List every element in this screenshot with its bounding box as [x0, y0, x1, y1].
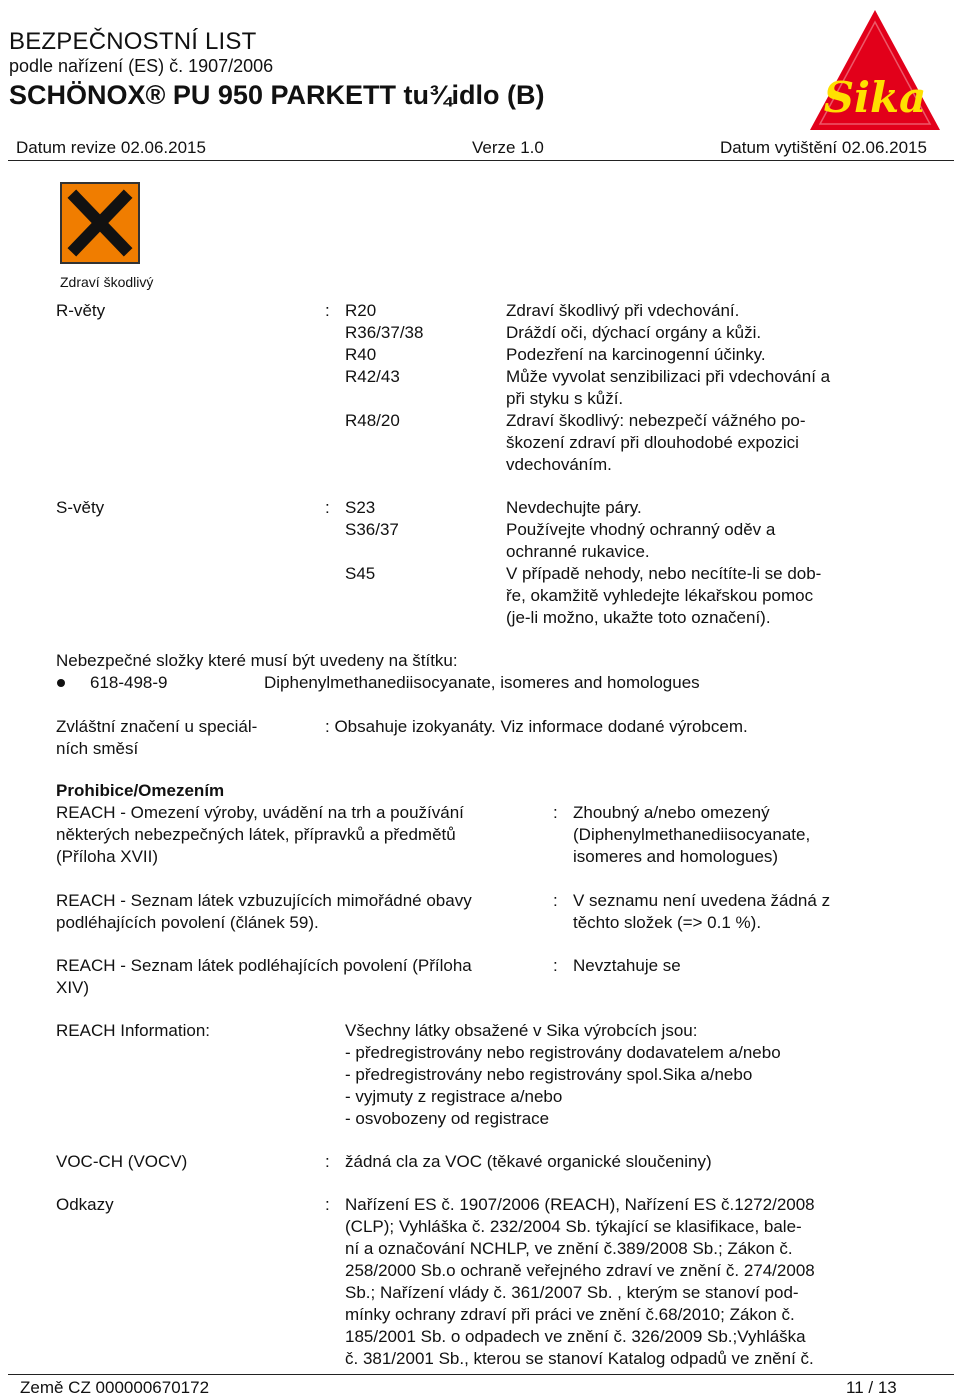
r-phrase-code: R48/20: [345, 411, 400, 430]
s-phrase-text: (je-li možno, ukažte toto označení).: [506, 608, 771, 627]
references-line: č. 381/2001 Sb., kterou se stanoví Katalog odpadů ve znění č.: [345, 1349, 814, 1368]
hazardous-components-heading: Nebezpečné složky které musí být uvedeny na štítku:: [56, 651, 458, 670]
restriction-label: (Příloha XVII): [56, 847, 159, 866]
component-name: Diphenylmethanediisocyanate, isomeres and homologues: [264, 673, 700, 692]
component-number: 618-498-9: [90, 673, 168, 692]
s-phrase-text: ochranné rukavice.: [506, 542, 650, 561]
r-phrase-text: Dráždí oči, dýchací orgány a kůži.: [506, 323, 762, 342]
harmful-x-icon: [60, 182, 140, 264]
restriction-label: REACH - Seznam látek podléhajících povolení (Příloha: [56, 956, 472, 975]
r-phrase-text: Zdraví škodlivý: nebezpečí vážného po-: [506, 411, 806, 430]
voc-value: žádná cla za VOC (těkavé organické sloučeniny): [345, 1152, 712, 1171]
r-phrase-text: při styku s kůží.: [506, 389, 624, 408]
restriction-label: některých nebezpečných látek, přípravků a předmětů: [56, 825, 456, 844]
restriction-label: REACH - Seznam látek vzbuzujících mimořádné obavy: [56, 891, 472, 910]
reach-info-line: - vyjmuty z registrace a/nebo: [345, 1087, 563, 1106]
product-name: SCHÖNOX® PU 950 PARKETT tu¾idlo (B): [9, 80, 545, 110]
r-phrase-text: škození zdraví při dlouhodobé expozici: [506, 433, 799, 452]
r-phrases-colon: :: [325, 301, 330, 320]
restriction-colon: :: [553, 803, 558, 822]
special-labelling-value: : Obsahuje izokyanáty. Viz informace dodané výrobcem.: [325, 717, 748, 736]
restriction-colon: :: [553, 891, 558, 910]
regulation-reference: podle nařízení (ES) č. 1907/2006: [9, 56, 274, 76]
restriction-value: V seznamu není uvedena žádná z: [573, 891, 831, 910]
references-line: (CLP); Vyhláška č. 232/2004 Sb. týkající se klasifikace, bale-: [345, 1217, 802, 1236]
sika-logo: [806, 8, 944, 132]
footer-divider: [8, 1374, 954, 1375]
voc-colon: :: [325, 1152, 330, 1171]
s-phrase-text: ře, okamžitě vyhledejte lékařskou pomoc: [506, 586, 814, 605]
r-phrase-code: R40: [345, 345, 377, 364]
restriction-label: XIV): [56, 978, 90, 997]
reach-info-line: Všechny látky obsažené v Sika výrobcích jsou:: [345, 1021, 698, 1040]
s-phrases-label: S-věty: [56, 498, 105, 517]
references-line: Sb.; Nařízení vlády č. 361/2007 Sb. , kterým se stanoví pod-: [345, 1283, 799, 1302]
references-line: Nařízení ES č. 1907/2006 (REACH), Nařízení ES č.1272/2008: [345, 1195, 815, 1214]
r-phrase-code: R42/43: [345, 367, 400, 386]
special-labelling-label: ních směsí: [56, 739, 139, 758]
s-phrases-colon: :: [325, 498, 330, 517]
restriction-value: (Diphenylmethanediisocyanate,: [573, 825, 811, 844]
restriction-value: isomeres and homologues): [573, 847, 779, 866]
r-phrase-text: Může vyvolat senzibilizaci při vdechování a: [506, 367, 831, 386]
r-phrase-text: Podezření na karcinogenní účinky.: [506, 345, 766, 364]
reach-info-line: - předregistrovány nebo registrovány spol.Sika a/nebo: [345, 1065, 753, 1084]
r-phrase-code: R20: [345, 301, 377, 320]
voc-label: VOC-CH (VOCV): [56, 1152, 188, 1171]
s-phrase-text: Nevdechujte páry.: [506, 498, 642, 517]
s-phrase-code: S23: [345, 498, 376, 517]
s-phrase-text: V případě nehody, nebo necítíte-li se dob-: [506, 564, 822, 583]
restrictions-heading: Prohibice/Omezením: [56, 781, 225, 800]
restriction-label: REACH - Omezení výroby, uvádění na trh a používání: [56, 803, 464, 822]
footer-country-code: Země CZ 000000670172: [20, 1378, 210, 1397]
r-phrase-code: R36/37/38: [345, 323, 424, 342]
sika-logo-text: Sika: [823, 73, 927, 122]
references-line: ní a označování NCHLP, ve znění č.389/2008 Sb.; Zákon č.: [345, 1239, 793, 1258]
r-phrase-text: Zdraví škodlivý při vdechování.: [506, 301, 740, 320]
references-line: 185/2001 Sb. o odpadech ve znění č. 326/2009 Sb.;Vyhláška: [345, 1327, 806, 1346]
s-phrase-code: S45: [345, 564, 376, 583]
document-title: BEZPEČNOSTNÍ LIST: [9, 28, 257, 55]
restriction-value: Nevztahuje se: [573, 956, 681, 975]
restriction-colon: :: [553, 956, 558, 975]
pictogram-label: Zdraví škodlivý: [60, 274, 154, 290]
revision-date: Datum revize 02.06.2015: [16, 138, 206, 157]
reach-info-line: - předregistrovány nebo registrovány dodavatelem a/nebo: [345, 1043, 781, 1062]
s-phrase-code: S36/37: [345, 520, 399, 539]
reach-info-line: - osvobozeny od registrace: [345, 1109, 550, 1128]
restriction-label: podléhajících povolení (článek 59).: [56, 913, 319, 932]
special-labelling-label: Zvláštní značení u speciál-: [56, 717, 258, 736]
references-colon: :: [325, 1195, 330, 1214]
version: Verze 1.0: [472, 138, 544, 157]
s-phrase-text: Používejte vhodný ochranný oděv a: [506, 520, 776, 539]
references-line: mínky ochrany zdraví při práci ve znění č.68/2010; Zákon č.: [345, 1305, 795, 1324]
restriction-value: těchto složek (=> 0.1 %).: [573, 913, 762, 932]
reach-info-label: REACH Information:: [56, 1021, 210, 1040]
r-phrase-text: vdechováním.: [506, 455, 612, 474]
header-divider: [8, 160, 954, 161]
r-phrases-label: R-věty: [56, 301, 106, 320]
restriction-value: Zhoubný a/nebo omezený: [573, 803, 770, 822]
references-line: 258/2000 Sb.o ochraně veřejného zdraví ve znění č. 274/2008: [345, 1261, 815, 1280]
print-date: Datum vytištění 02.06.2015: [720, 138, 927, 157]
footer-page-number: 11 / 13: [846, 1378, 897, 1397]
bullet-icon: [57, 679, 65, 687]
references-label: Odkazy: [56, 1195, 114, 1214]
